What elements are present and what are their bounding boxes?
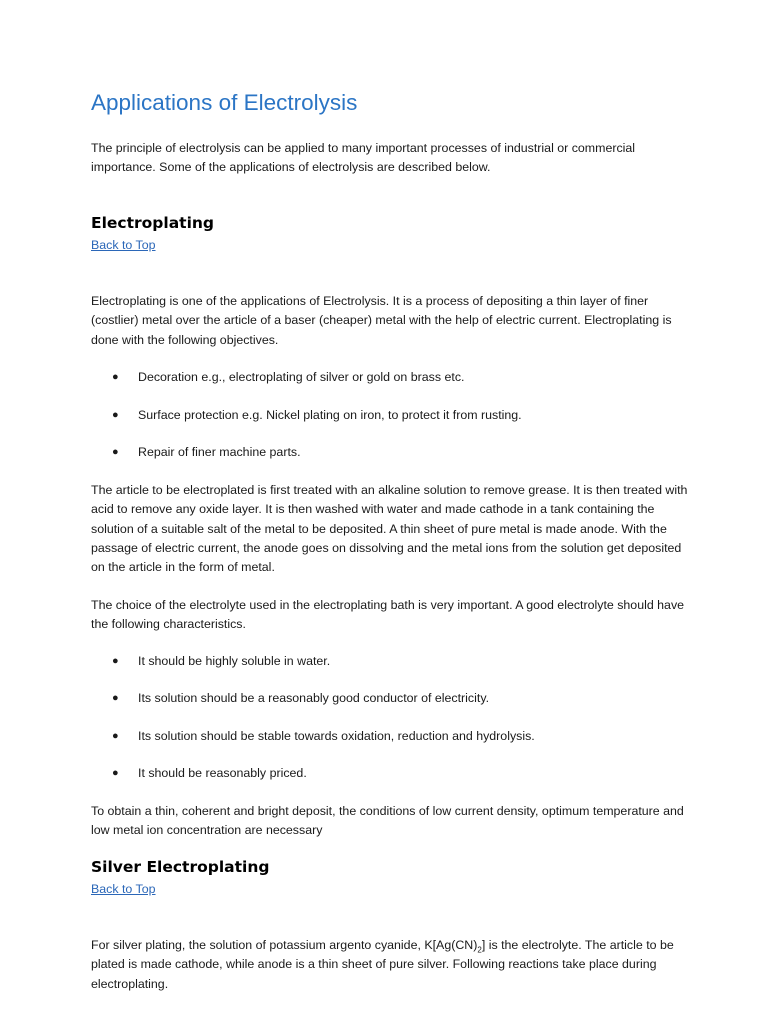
bullet-icon: ● (112, 767, 119, 779)
intro-paragraph: The principle of electrolysis can be applied to many important processes of industrial or commercial importance. Some of the applications of electrolysis are described below. (91, 141, 636, 175)
page-title: Applications of Electrolysis (91, 90, 358, 115)
silver-plating-text-start: For silver plating, the solution of potassium argento cyanide, K[Ag(CN) (91, 938, 478, 952)
silver-plating-paragraph (91, 936, 691, 994)
bullet-icon: ● (112, 446, 119, 458)
subscript-two: 2 (477, 945, 482, 955)
list-item-text: Repair of finer machine parts. (138, 445, 301, 459)
list-item-text: It should be reasonably priced. (138, 766, 307, 780)
bullet-icon: ● (112, 730, 119, 742)
list-item-text: Its solution should be a reasonably good conductor of electricity. (138, 691, 490, 705)
electroplating-intro-paragraph: Electroplating is one of the applications of Electrolysis. It is a process of depositing a thin layer of finer (costlier) metal over the article of a baser (cheaper) metal with the help of electric current. Electroplating is done with the following objectives. (91, 294, 672, 347)
bullet-icon: ● (112, 692, 119, 704)
list-item-text: It should be highly soluble in water. (138, 654, 331, 668)
bullet-icon: ● (112, 371, 119, 383)
deposit-conditions-paragraph: To obtain a thin, coherent and bright deposit, the conditions of low current density, optimum temperature and low metal ion concentration are necessary (91, 804, 684, 838)
electrolyte-choice-paragraph: The choice of the electrolyte used in the electroplating bath is very important. A good electrolyte should have the following characteristics. (91, 598, 685, 632)
silver-plating-text-end: ] is the electrolyte. The article to be plated is made cathode, while anode is a thin sheet of pure silver. Following reactions take place during electroplating. (91, 938, 674, 991)
list-item-text: Surface protection e.g. Nickel plating on iron, to protect it from rusting. (138, 408, 522, 422)
list-item-text: Its solution should be stable towards oxidation, reduction and hydrolysis. (138, 729, 535, 743)
electroplating-process-paragraph: The article to be electroplated is first treated with an alkaline solution to remove grease. It is then treated with acid to remove any oxide layer. It is then washed with water and made cathode in a tank containing the solution of a suitable salt of the metal to be deposited. A thin sheet of pure metal is made anode. With the passage of electric current, the anode goes on dissolving and the metal ions from the solution get deposited on the article in the form of metal. (91, 483, 688, 575)
back-to-top-link[interactable]: Back to Top (91, 882, 156, 896)
back-to-top-link[interactable]: Back to Top (91, 238, 156, 252)
bullet-icon: ● (112, 655, 119, 667)
bullet-icon: ● (112, 409, 119, 421)
list-item-text: Decoration e.g., electroplating of silver or gold on brass etc. (138, 370, 465, 384)
section-heading-silver-electroplating: Silver Electroplating (91, 858, 270, 876)
section-heading-electroplating: Electroplating (91, 214, 215, 232)
